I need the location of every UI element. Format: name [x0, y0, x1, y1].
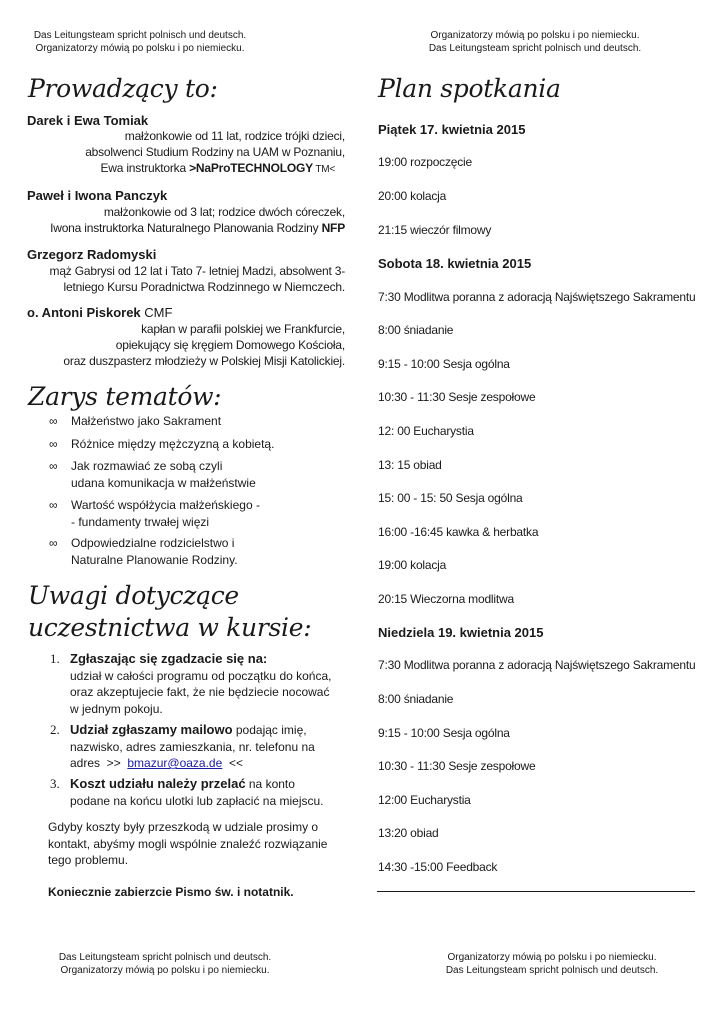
topic-item-1 [49, 413, 222, 430]
schedule-item: 13: 15 obiad [378, 458, 442, 472]
schedule-item: 16:00 -16:45 kawka & herbatka [378, 525, 539, 539]
note-1-line-1: udział w całości programu od początku do końca, [70, 668, 332, 683]
schedule-item: 9:15 - 10:00 Sesja ogólna [378, 357, 510, 371]
footer-right-line-1: Organizatorzy mówią po polsku i po niemiecku. [447, 952, 657, 963]
infinity-icon: ∞ [49, 536, 58, 550]
notes-paragraph-line-2: kontakt, abyśmy mogli wspólnie znaleźć rozwiązanie [48, 836, 328, 851]
infinity-icon: ∞ [49, 414, 58, 428]
leader-desc-1-line-3 [27, 160, 345, 178]
leader-desc-1-line-2: absolwenci Studium Rodziny na UAM w Poznaniu, [85, 145, 345, 159]
note-2-link-prefix: adres >> [70, 756, 128, 770]
schedule-item: 19:00 rozpoczęcie [378, 155, 472, 169]
note-3-line-1: podane na końcu ulotki lub zapłacić na miejscu. [70, 793, 324, 808]
header-left [20, 30, 260, 55]
schedule-item: 10:30 - 11:30 Sesje zespołowe [378, 390, 536, 404]
note-number-2: 2. [50, 722, 60, 737]
schedule-item: 12:00 Eucharystia [378, 793, 471, 807]
header-left-line-2: Organizatorzy mówią po polsku i po niemiecku. [35, 42, 245, 54]
header-right-line-2: Das Leitungsteam spricht polnisch und deutsch. [428, 42, 642, 54]
leaders-title: Prowadzący to: [28, 74, 218, 103]
leader-desc-4-line-2: opiekujący się kręgiem Domowego Kościoła, [115, 338, 345, 352]
note-3-bold: Koszt udziału należy przelać [70, 776, 246, 791]
topic-item-2 [49, 436, 275, 453]
leader-desc-1 [27, 128, 345, 178]
header-right-line-1: Organizatorzy mówią po polsku i po niemiecku. [430, 30, 640, 41]
schedule-item: 8:00 śniadanie [378, 692, 454, 706]
schedule-item: 7:30 Modlitwa poranna z adoracją Najświętszego Sakramentu [378, 290, 696, 304]
notes-title-line-1: Uwagi dotyczące [28, 581, 239, 610]
leader-desc-2 [27, 204, 345, 236]
topic-3-line-2: udana komunikacja w małżeństwie [71, 475, 256, 490]
leader-2-role: Iwona instruktorka Naturalnego Planowania Rodziny [50, 221, 322, 235]
leader-name-4 [27, 305, 172, 321]
notes-paragraph-line-1: Gdyby koszty były przeszkodą w udziale prosimy o [48, 820, 319, 834]
footer-right-line-2: Das Leitungsteam spricht polnisch und deutsch. [445, 964, 659, 976]
schedule-item: 14:30 -15:00 Feedback [378, 860, 498, 874]
note-2-address-line [70, 755, 315, 772]
infinity-icon: ∞ [49, 498, 58, 512]
footer-left-line-2: Organizatorzy mówią po polsku i po niemiecku. [60, 964, 270, 976]
notes-title-line-2: uczestnictwa w kursie: [28, 613, 312, 642]
header-right [415, 30, 655, 55]
footer-left [45, 952, 285, 977]
topics-title: Zarys tematów: [28, 382, 222, 411]
note-1-line-3: w jednym pokoju. [70, 701, 163, 716]
note-3-inline: na konto [245, 777, 295, 791]
note-2-bold: Udział zgłaszamy mailowo [70, 722, 233, 737]
topic-1-line-1: Małżeństwo jako Sakrament [71, 414, 222, 428]
schedule-item: 13:20 obiad [378, 826, 439, 840]
topic-2-line-1: Różnice między mężczyzną a kobietą. [71, 437, 275, 451]
topic-3-line-1: Jak rozmawiać ze sobą czyli [71, 459, 223, 473]
schedule-item: 15: 00 - 15: 50 Sesja ogólna [378, 491, 523, 505]
notes-paragraph-line-3: tego problemu. [48, 853, 129, 867]
leader-desc-3-line-1: mąż Gabrysi od 12 lat i Tato 7- letniej Madzi, absolwent 3- [49, 264, 345, 278]
email-link[interactable]: bmazur@oaza.de [127, 756, 223, 770]
notes-paragraph [48, 819, 327, 869]
topic-5-line-1: Odpowiedzialne rodzicielstwo i [71, 536, 235, 550]
leader-1-role: Ewa instruktorka [100, 161, 190, 175]
day-label-sunday: Niedziela 19. kwietnia 2015 [378, 625, 544, 640]
note-number-1: 1. [50, 651, 60, 666]
note-1-bold: Zgłaszając się zgadzacie się na: [70, 651, 268, 666]
topic-5-line-2: Naturalne Planowanie Rodziny. [71, 552, 238, 567]
schedule-item: 19:00 kolacja [378, 558, 447, 572]
divider-line [377, 891, 695, 892]
leader-desc-3-line-2: letniego Kursu Poradnictwa Rodzinnego w Niemczech. [63, 280, 345, 294]
schedule-item: 20:15 Wieczorna modlitwa [378, 592, 514, 606]
leader-2-role-bold: NFP [321, 221, 345, 235]
leader-desc-4-line-1: kapłan w parafii polskiej we Frankfurcie, [141, 322, 345, 336]
topic-4-line-2: - fundamenty trwałej więzi [71, 514, 210, 529]
note-number-3: 3. [50, 776, 60, 791]
note-2-link-suffix: << [222, 756, 243, 770]
note-item-2 [50, 722, 315, 772]
note-2-line-1: nazwisko, adres zamieszkania, nr. telefonu na [70, 739, 315, 754]
leader-desc-2-line-2 [27, 220, 345, 236]
notes-final: Koniecznie zabierzcie Pismo św. i notatnik. [48, 885, 294, 899]
leader-desc-1-line-1: małżonkowie od 11 lat, rodzice trójki dzieci, [124, 129, 345, 143]
leader-1-role-bold: >NaProTECHNOLOGY [189, 161, 313, 175]
note-1-line-2: oraz akzeptujecie fakt, że nie będziecie nocować [70, 685, 330, 699]
schedule-item: 21:15 wieczór filmowy [378, 223, 492, 237]
leader-desc-3 [27, 263, 345, 295]
leader-4-name-suffix: CMF [140, 305, 173, 320]
header-left-line-1: Das Leitungsteam spricht polnisch und deutsch. [33, 30, 247, 41]
schedule-item: 10:30 - 11:30 Sesje zespołowe [378, 759, 536, 773]
leader-desc-4-line-3: oraz duszpasterz młodzieży w Polskiej Misji Katolickiej. [63, 354, 345, 368]
schedule-item: 9:15 - 10:00 Sesja ogólna [378, 726, 510, 740]
leader-name-3: Grzegorz Radomyski [27, 247, 157, 262]
topic-item-3 [49, 458, 256, 491]
topic-item-5 [49, 535, 238, 568]
footer-right [432, 952, 672, 977]
notes-title [28, 580, 311, 644]
leader-1-role-suffix: TM< [312, 164, 335, 175]
leader-name-2: Paweł i Iwona Panczyk [27, 188, 168, 203]
leader-4-name-bold: o. Antoni Piskorek [27, 305, 141, 320]
schedule-item: 7:30 Modlitwa poranna z adoracją Najświętszego Sakramentu [378, 658, 696, 672]
schedule-item: 20:00 kolacja [378, 189, 447, 203]
schedule-item: 8:00 śniadanie [378, 323, 454, 337]
note-item-1 [50, 651, 332, 717]
leader-desc-4 [27, 321, 345, 369]
note-item-3 [50, 776, 324, 809]
leader-name-1: Darek i Ewa Tomiak [27, 113, 149, 128]
note-2-inline: podając imię, [232, 723, 307, 737]
footer-left-line-1: Das Leitungsteam spricht polnisch und deutsch. [58, 952, 272, 963]
leader-desc-2-line-1: małżonkowie od 3 lat; rodzice dwóch córeczek, [103, 205, 345, 219]
day-label-friday: Piątek 17. kwietnia 2015 [378, 122, 526, 137]
day-label-saturday: Sobota 18. kwietnia 2015 [378, 256, 532, 271]
topic-4-line-1: Wartość współżycia małżeńskiego - [71, 498, 260, 512]
schedule-item: 12: 00 Eucharystia [378, 424, 474, 438]
topic-item-4 [49, 497, 260, 530]
plan-title: Plan spotkania [378, 74, 561, 103]
infinity-icon: ∞ [49, 437, 58, 451]
infinity-icon: ∞ [49, 459, 58, 473]
